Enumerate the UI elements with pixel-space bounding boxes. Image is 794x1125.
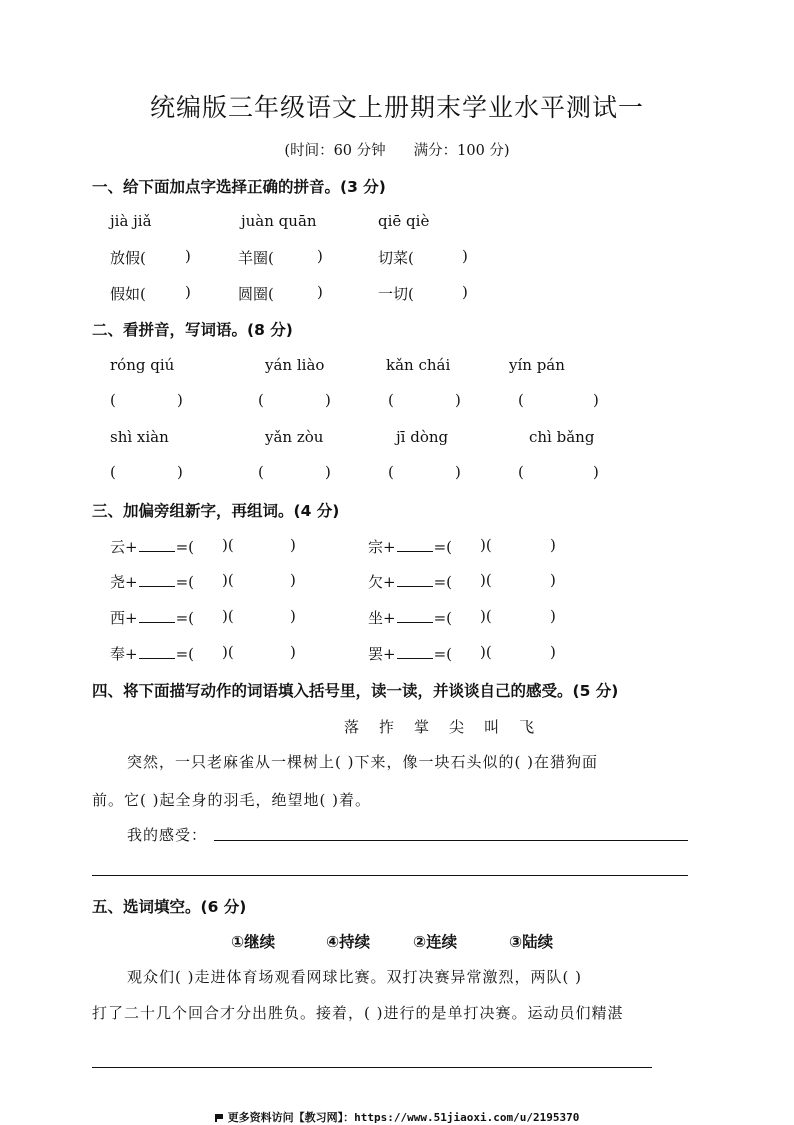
option-2: ②连续 [413,933,458,951]
answer-paren-close: ) [550,571,556,589]
answer-paren-close: ) [550,607,556,625]
answer-paren-open: ( [518,391,524,409]
answer-paren-close: ) [550,536,556,554]
feeling-label: 我的感受： [127,826,208,844]
pinyin-prompt: yín pán [509,356,565,374]
answer-paren-close: ) [325,391,331,409]
passage-line: 观众们( )走进体育场观看网球比赛。双打决赛异常激烈，两队( ) [127,968,582,986]
page-title: 统编版三年级语文上册期末学业水平测试一 [149,93,644,122]
section-4-heading: 四、将下面描写动作的词语填入括号里，读一读，并谈谈自己的感受。(5 分) [92,682,619,700]
time-limit: (时间：60 分钟 [284,143,386,159]
pinyin-option: qiē qiè [378,212,430,230]
answer-paren-open: ( [110,391,116,409]
word-item: 切菜( [378,249,414,267]
radical-item: 坐+ =( [368,609,452,627]
pinyin-option: juàn quān [241,212,317,230]
answer-paren-close: ) [325,463,331,481]
option-1: ①继续 [231,933,276,951]
flag-icon [215,1114,224,1122]
answer-paren-close: ) [290,607,296,625]
answer-paren-open: ( [258,463,264,481]
answer-paren-close: ) [593,391,599,409]
answer-paren-close: ) [290,536,296,554]
passage-line: 打了二十几个回合才分出胜负。接着，( )进行的是单打决赛。运动员们精湛 [92,1004,624,1022]
answer-paren-open: ( [110,463,116,481]
pinyin-prompt: róng qiú [110,356,175,374]
radical-item: 奉+ =( [110,645,194,663]
word-bank-item: 掌 [414,718,430,736]
word-item: 放假( [110,249,146,267]
option-3: ③陆续 [509,933,554,951]
pinyin-prompt: jī dòng [396,428,449,446]
answer-paren-close: ) [455,463,461,481]
word-bank [344,716,554,737]
radical-item: 欠+ =( [368,573,452,591]
radical-item: 宗+ =( [368,538,452,556]
answer-paren-pair: )( [222,643,234,661]
footer-link[interactable]: 更多资料访问【教习网】：https://www.51jiaoxi.com/u/2195370 [227,1111,580,1124]
answer-paren-close: ) [177,391,183,409]
word-bank-item: 飞 [519,718,535,736]
answer-paren-close: ) [462,283,468,301]
answer-paren-pair: )( [480,536,492,554]
answer-paren-open: ( [388,463,394,481]
pinyin-prompt: kǎn chái [386,356,451,374]
answer-paren-close: ) [177,463,183,481]
answer-paren-close: ) [317,247,323,265]
pinyin-prompt: yán liào [265,356,325,374]
answer-paren-close: ) [550,643,556,661]
answer-paren-close: ) [593,463,599,481]
answer-line[interactable] [92,1067,652,1068]
pinyin-prompt: chì bǎng [529,428,595,446]
answer-paren-close: ) [290,571,296,589]
section-5-heading: 五、选词填空。(6 分) [92,898,247,916]
word-item: 一切( [378,285,414,303]
radical-item: 尧+ =( [110,573,194,591]
answer-paren-pair: )( [480,643,492,661]
radical-item: 云+ =( [110,538,194,556]
radical-item: 罢+ =( [368,645,452,663]
passage-line: 前。它( )起全身的羽毛，绝望地( )着。 [92,791,371,809]
section-2-heading: 二、看拼音，写词语。(8 分) [92,321,293,339]
word-bank-item: 叫 [484,718,500,736]
footer [0,1109,794,1125]
word-bank-item: 拃 [379,718,395,736]
answer-paren-close: ) [185,283,191,301]
answer-paren-pair: )( [222,536,234,554]
answer-paren-close: ) [185,247,191,265]
section-3-heading: 三、加偏旁组新字，再组词。(4 分) [92,502,340,520]
pinyin-option: jià jiǎ [110,212,152,230]
answer-paren-open: ( [258,391,264,409]
answer-paren-close: ) [317,283,323,301]
answer-line[interactable] [214,840,688,841]
passage-line: 突然，一只老麻雀从一棵树上( )下来，像一块石头似的( )在猎狗面 [127,753,598,771]
answer-line[interactable] [92,875,688,876]
exam-info [0,139,794,160]
answer-paren-open: ( [388,391,394,409]
answer-paren-open: ( [518,463,524,481]
word-bank-item: 尖 [449,718,465,736]
word-item: 假如( [110,285,146,303]
word-bank-item: 落 [344,718,360,736]
option-4: ④持续 [326,933,371,951]
pinyin-prompt: yǎn zòu [265,428,324,446]
answer-paren-pair: )( [480,571,492,589]
answer-paren-pair: )( [222,571,234,589]
answer-paren-pair: )( [222,607,234,625]
answer-paren-close: ) [455,391,461,409]
answer-paren-close: ) [290,643,296,661]
answer-paren-pair: )( [480,607,492,625]
total-score: 满分：100 分) [413,143,510,159]
section-1-heading: 一、给下面加点字选择正确的拼音。(3 分) [92,178,386,196]
radical-item: 西+ =( [110,609,194,627]
answer-paren-close: ) [462,247,468,265]
word-item: 圆圈( [238,285,274,303]
pinyin-prompt: shì xiàn [110,428,169,446]
word-item: 羊圈( [238,249,274,267]
